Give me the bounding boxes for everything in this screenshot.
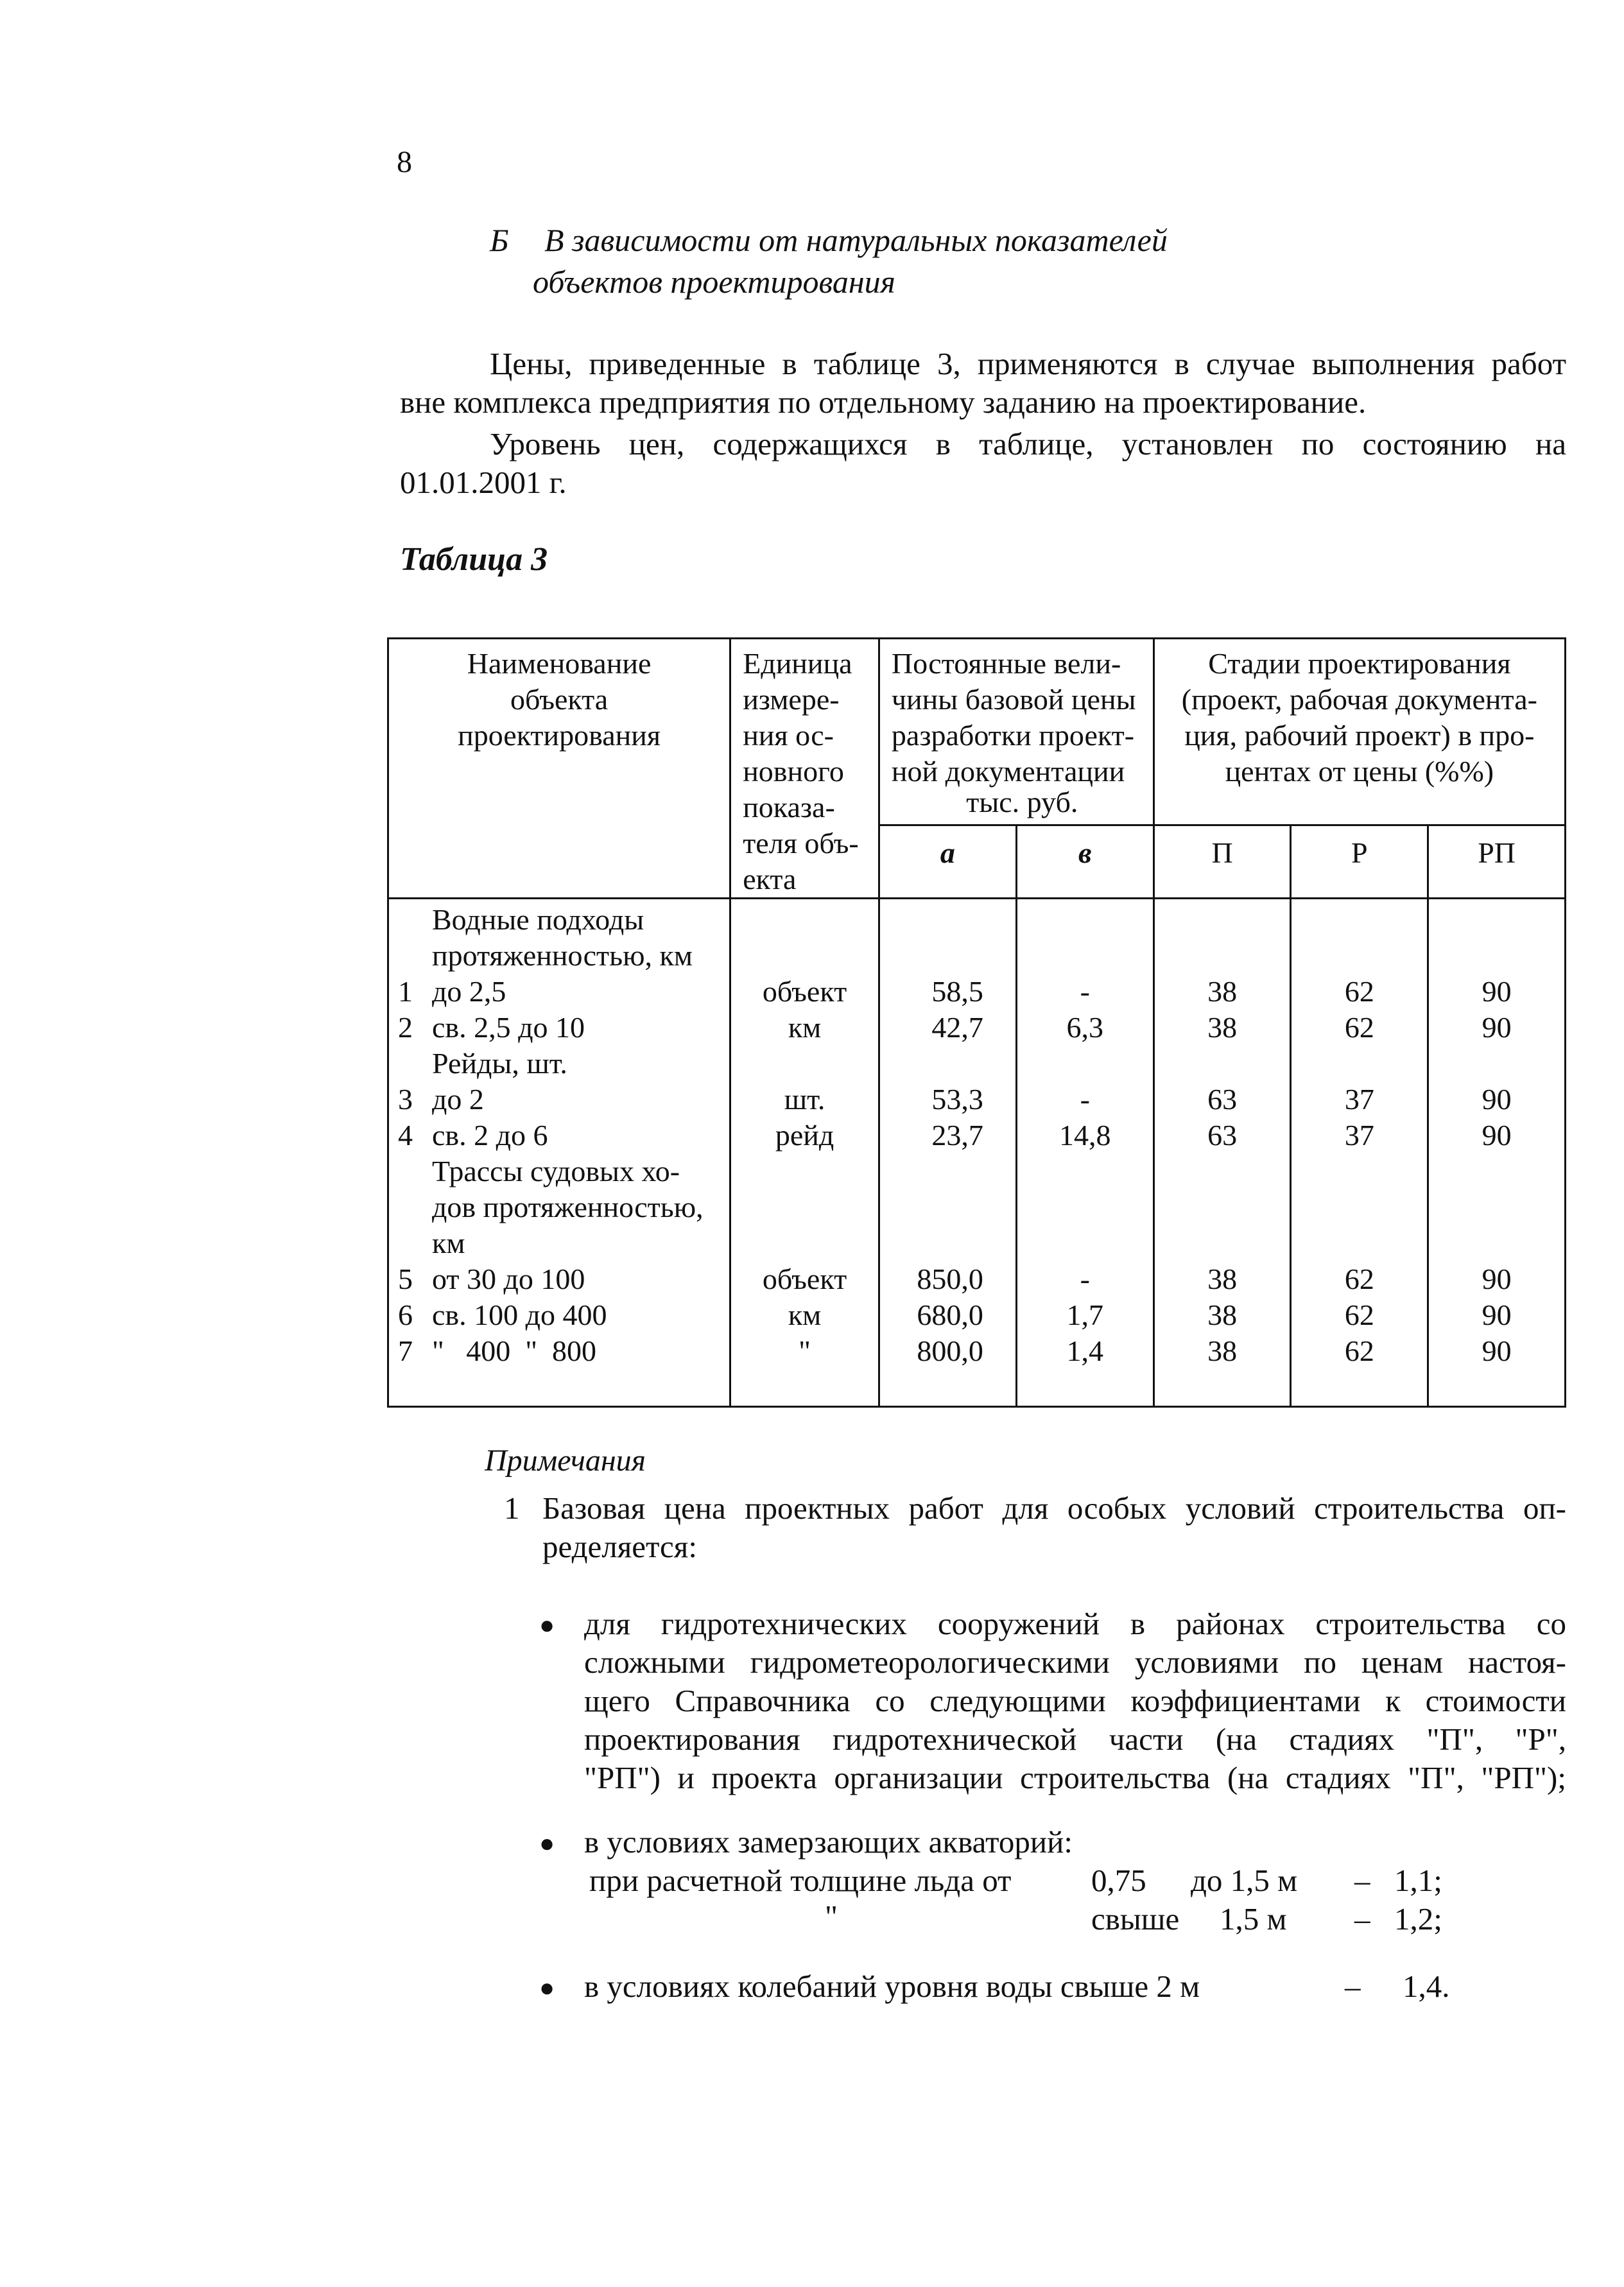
cell-p: 38: [1207, 1263, 1238, 1295]
cell-a: [880, 1225, 1015, 1261]
cell-r: 62: [1344, 1299, 1374, 1331]
note1-number: 1: [504, 1490, 520, 1526]
bullet1-line5: "РП") и проекта организации строительства (на стадиях "П", "РП");: [584, 1760, 1566, 1795]
cell-a: 23,7: [931, 1119, 983, 1152]
cell-unit: [731, 938, 878, 974]
cell-a: [880, 1046, 1015, 1082]
row-label: " 400 " 800: [432, 1334, 597, 1367]
row-label: св. 100 до 400: [432, 1299, 607, 1331]
bullet-icon: ●: [539, 1973, 555, 2002]
cell-b: [1017, 1225, 1153, 1261]
row-number: 4: [398, 1119, 413, 1152]
row-name: [389, 1333, 729, 1369]
notes-title: Примечания: [485, 1444, 646, 1478]
cell-b: [1017, 902, 1153, 938]
cell-p: 38: [1207, 975, 1238, 1008]
row-label: км: [432, 1227, 465, 1259]
dash-2: –: [1354, 1901, 1370, 1937]
rp-column: [1428, 899, 1566, 1407]
cell-a: [880, 902, 1015, 938]
cell-b: [1017, 1189, 1153, 1225]
cell-unit: [731, 1189, 878, 1225]
cell-unit: объект: [762, 1263, 847, 1295]
cell-unit: [731, 902, 878, 938]
coef-2: 1,2;: [1394, 1901, 1442, 1937]
cell-p: 38: [1207, 1334, 1238, 1367]
section-heading-line2: объектов проектирования: [533, 264, 895, 300]
cell-rp: [1429, 1189, 1564, 1225]
cell-p: 63: [1207, 1083, 1238, 1116]
bullet1-line3: щего Справочника со следующими коэффициентами к стоимости: [584, 1683, 1566, 1718]
cell-unit: рейд: [775, 1119, 834, 1152]
cell-b: [1017, 938, 1153, 974]
header-col-rp: РП: [1428, 825, 1566, 898]
cell-b: -: [1080, 1083, 1090, 1116]
cell-p: [1155, 1225, 1290, 1261]
row-number: 6: [398, 1299, 413, 1331]
cell-a: 58,5: [931, 975, 983, 1008]
bullet3-text: в условиях колебаний уровня воды свыше 2 м: [584, 1969, 1200, 2004]
cell-a: [880, 1189, 1015, 1225]
bullet-icon: ●: [539, 1610, 555, 1639]
row-number: 1: [398, 975, 413, 1008]
paragraph2-line1: Уровень цен, содержащихся в таблице, установлен по состоянию на: [490, 426, 1566, 462]
row-name: [389, 1046, 729, 1082]
paragraph2-line2: 01.01.2001 г.: [400, 465, 567, 500]
section-letter: Б: [490, 222, 509, 258]
cell-unit: объект: [762, 975, 847, 1008]
cell-b: [1017, 1046, 1153, 1082]
row-number: 3: [398, 1083, 413, 1116]
row-name: [389, 974, 729, 1010]
dash-1: –: [1354, 1863, 1370, 1898]
cell-r: 62: [1344, 1334, 1374, 1367]
cell-b: 1,7: [1066, 1299, 1104, 1331]
a-column: [879, 899, 1016, 1407]
cell-b: 6,3: [1066, 1011, 1104, 1044]
cell-b: -: [1080, 975, 1090, 1008]
cell-unit: [731, 1225, 878, 1261]
bullet1-line4: проектирования гидротехнической части (на стадиях "П", "Р",: [584, 1722, 1566, 1757]
header-col-b: в: [1016, 825, 1153, 898]
coef-3: 1,4.: [1403, 1969, 1450, 2004]
cell-p: [1155, 1153, 1290, 1189]
cell-p: [1155, 938, 1290, 974]
cell-r: 37: [1344, 1119, 1374, 1152]
cell-r: [1291, 1046, 1427, 1082]
cell-p: [1155, 1046, 1290, 1082]
section-heading-line1: В зависимости от натуральных показателей: [544, 222, 1168, 258]
cell-a: [880, 1153, 1015, 1189]
cell-rp: [1429, 938, 1564, 974]
header-col-a: а: [879, 825, 1016, 898]
row-label: св. 2 до 6: [432, 1119, 548, 1152]
coef-1: 1,1;: [1394, 1863, 1442, 1898]
row-number: 5: [398, 1263, 413, 1295]
header-unit: Единица измере- ния ос- новного показа- теля объ- екта: [730, 639, 879, 899]
ice-to-2: 1,5 м: [1220, 1901, 1287, 1937]
cell-p: [1155, 1189, 1290, 1225]
ice-to-1: до 1,5 м: [1191, 1863, 1298, 1898]
cell-unit: км: [788, 1299, 822, 1331]
price-table: [387, 637, 1566, 1408]
ice-text: при расчетной толщине льда от: [589, 1863, 1012, 1898]
cell-r: [1291, 1225, 1427, 1261]
row-name: [389, 1082, 729, 1118]
cell-b: 14,8: [1059, 1119, 1111, 1152]
row-name: [389, 1297, 729, 1333]
cell-unit: км: [788, 1011, 822, 1044]
paragraph1-line2: вне комплекса предприятия по отдельному заданию на проектирование.: [400, 384, 1367, 420]
cell-unit: [731, 1153, 878, 1189]
bullet-icon: ●: [539, 1829, 555, 1858]
cell-unit: шт.: [784, 1083, 825, 1116]
row-label: св. 2,5 до 10: [432, 1011, 585, 1044]
row-label: Рейды, шт.: [432, 1047, 567, 1080]
ditto-mark: ": [825, 1899, 838, 1934]
header-col-p: П: [1153, 825, 1291, 898]
row-label: Трассы судовых хо-: [432, 1155, 680, 1187]
cell-r: [1291, 902, 1427, 938]
above-text: свыше: [1091, 1901, 1180, 1937]
row-name: [389, 1261, 729, 1297]
cell-r: [1291, 1189, 1427, 1225]
cell-b: 1,4: [1066, 1334, 1104, 1367]
cell-p: 63: [1207, 1119, 1238, 1152]
table-title: Таблица 3: [400, 541, 548, 578]
row-label: протяженностью, км: [432, 939, 693, 972]
cell-r: 62: [1344, 1263, 1374, 1295]
unit-column: [730, 899, 879, 1407]
cell-rp: 90: [1481, 1334, 1512, 1367]
row-name: [389, 1118, 729, 1153]
row-label: Водные подходы: [432, 903, 644, 936]
bullet1-line1: для гидротехнических сооружений в районах строительства со: [584, 1606, 1566, 1641]
header-price: Постоянные вели- чины базовой цены разработки проект- ной документации тыс. руб.: [879, 639, 1153, 825]
cell-unit: [731, 1046, 878, 1082]
cell-b: -: [1080, 1263, 1090, 1295]
cell-rp: 90: [1481, 975, 1512, 1008]
cell-a: 850,0: [917, 1263, 983, 1295]
row-name: [389, 1189, 729, 1225]
row-number: 7: [398, 1334, 413, 1367]
cell-a: 800,0: [917, 1334, 983, 1367]
cell-r: [1291, 938, 1427, 974]
b-column: [1016, 899, 1153, 1407]
row-label: до 2: [432, 1083, 484, 1116]
cell-rp: [1429, 1153, 1564, 1189]
r-column: [1291, 899, 1428, 1407]
cell-rp: 90: [1481, 1119, 1512, 1152]
cell-a: 42,7: [931, 1011, 983, 1044]
cell-a: 680,0: [917, 1299, 983, 1331]
header-col-r: Р: [1291, 825, 1428, 898]
cell-unit: ": [799, 1334, 811, 1367]
row-name: [389, 902, 729, 938]
cell-p: [1155, 902, 1290, 938]
bullet1-line2: сложными гидрометеорологическими условиями по ценам настоя-: [584, 1644, 1566, 1680]
paragraph1-line1: Цены, приведенные в таблице 3, применяются в случае выполнения работ: [490, 346, 1566, 381]
cell-r: 37: [1344, 1083, 1374, 1116]
cell-rp: [1429, 1046, 1564, 1082]
row-name: [389, 938, 729, 974]
row-name: [389, 1225, 729, 1261]
cell-rp: [1429, 902, 1564, 938]
ice-from: 0,75: [1091, 1863, 1146, 1898]
cell-rp: 90: [1481, 1011, 1512, 1044]
cell-p: 38: [1207, 1299, 1238, 1331]
cell-r: 62: [1344, 975, 1374, 1008]
cell-rp: 90: [1481, 1083, 1512, 1116]
cell-a: 53,3: [931, 1083, 983, 1116]
row-number: 2: [398, 1011, 413, 1044]
row-label: от 30 до 100: [432, 1263, 585, 1295]
cell-rp: [1429, 1225, 1564, 1261]
table-body-row: [388, 899, 1566, 1407]
cell-rp: 90: [1481, 1299, 1512, 1331]
cell-r: [1291, 1153, 1427, 1189]
cell-a: [880, 938, 1015, 974]
note1-line2: ределяется:: [542, 1529, 697, 1564]
cell-r: 62: [1344, 1011, 1374, 1044]
row-label: дов протяженностью,: [432, 1191, 704, 1223]
row-name: [389, 1010, 729, 1046]
cell-b: [1017, 1153, 1153, 1189]
page-number: 8: [397, 145, 412, 179]
note1-line1: Базовая цена проектных работ для особых условий строительства оп-: [542, 1490, 1566, 1526]
row-name: [389, 1153, 729, 1189]
dash-3: –: [1345, 1969, 1361, 2004]
cell-p: 38: [1207, 1011, 1238, 1044]
row-label: до 2,5: [432, 975, 506, 1008]
header-stages: Стадии проектирования (проект, рабочая документа- ция, рабочий проект) в про- центах от цены (%%): [1153, 639, 1565, 825]
bullet2-line1: в условиях замерзающих акваторий:: [584, 1824, 1073, 1860]
name-column: [388, 899, 730, 1407]
cell-rp: 90: [1481, 1263, 1512, 1295]
header-name: Наименование объекта проектирования: [388, 639, 730, 899]
p-column: [1153, 899, 1291, 1407]
